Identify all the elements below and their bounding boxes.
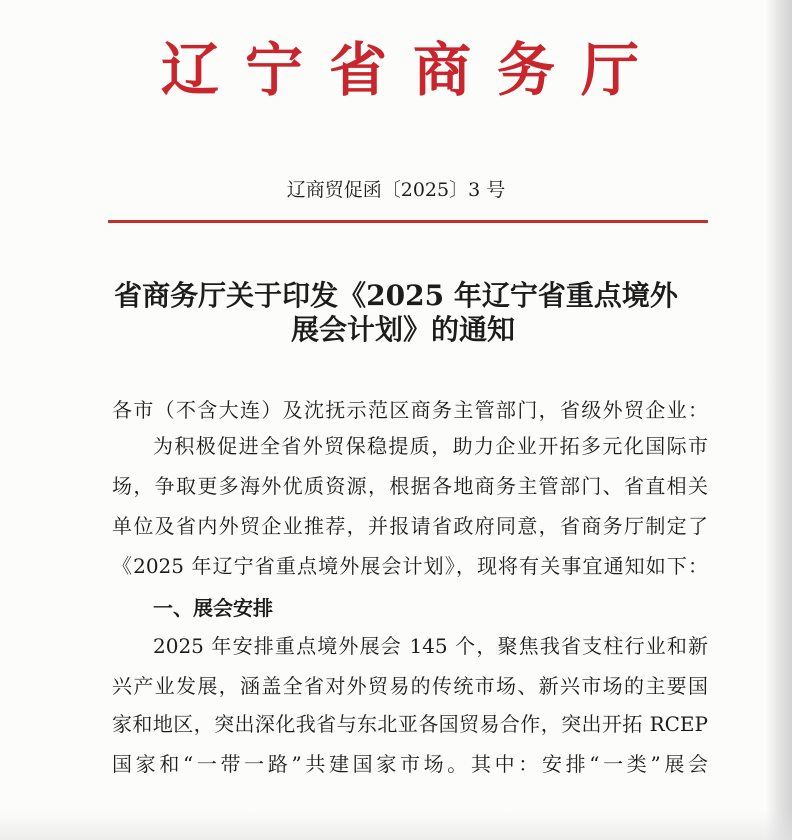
page-edge-shadow <box>766 0 792 840</box>
section-1-line-3: 家和地区，突出深化我省与东北亚各国贸易合作，突出开拓 RCEP <box>112 712 708 736</box>
document-number: 辽商贸促函〔2025〕3 号 <box>286 179 506 201</box>
document-title-line-2: 展会计划》的通知 <box>290 313 515 346</box>
paragraph-1-line-2: 场，争取更多海外优质资源，根据各地商务主管部门、省直相关 <box>112 474 708 498</box>
paragraph-1-line-3: 单位及省内外贸企业推荐，并报请省政府同意，省商务厅制定了 <box>112 514 708 538</box>
salutation: 各市（不含大连）及沈抚示范区商务主管部门，省级外贸企业： <box>112 398 708 422</box>
document-title-line-1: 省商务厅关于印发《2025 年辽宁省重点境外 <box>114 279 678 312</box>
section-1-line-1: 2025 年安排重点境外展会 145 个，聚焦我省支柱行业和新 <box>153 634 708 658</box>
paragraph-1-line-1: 为积极促进全省外贸保稳提质，助力企业开拓多元化国际市 <box>153 434 708 458</box>
section-1-line-4: 国家和“一带一路”共建国家市场。其中：安排“一类”展会 <box>112 752 708 776</box>
red-separator-rule <box>108 220 708 223</box>
section-1-heading: 一、展会安排 <box>153 596 273 620</box>
page-bottom-shadow <box>0 810 792 840</box>
paragraph-1-line-4: 《2025 年辽宁省重点境外展会计划》，现将有关事宜通知如下： <box>112 554 708 578</box>
issuer-header: 辽宁省商务厅 <box>160 36 665 104</box>
section-1-line-2: 兴产业发展，涵盖全省对外贸易的传统市场、新兴市场的主要国 <box>112 674 708 698</box>
